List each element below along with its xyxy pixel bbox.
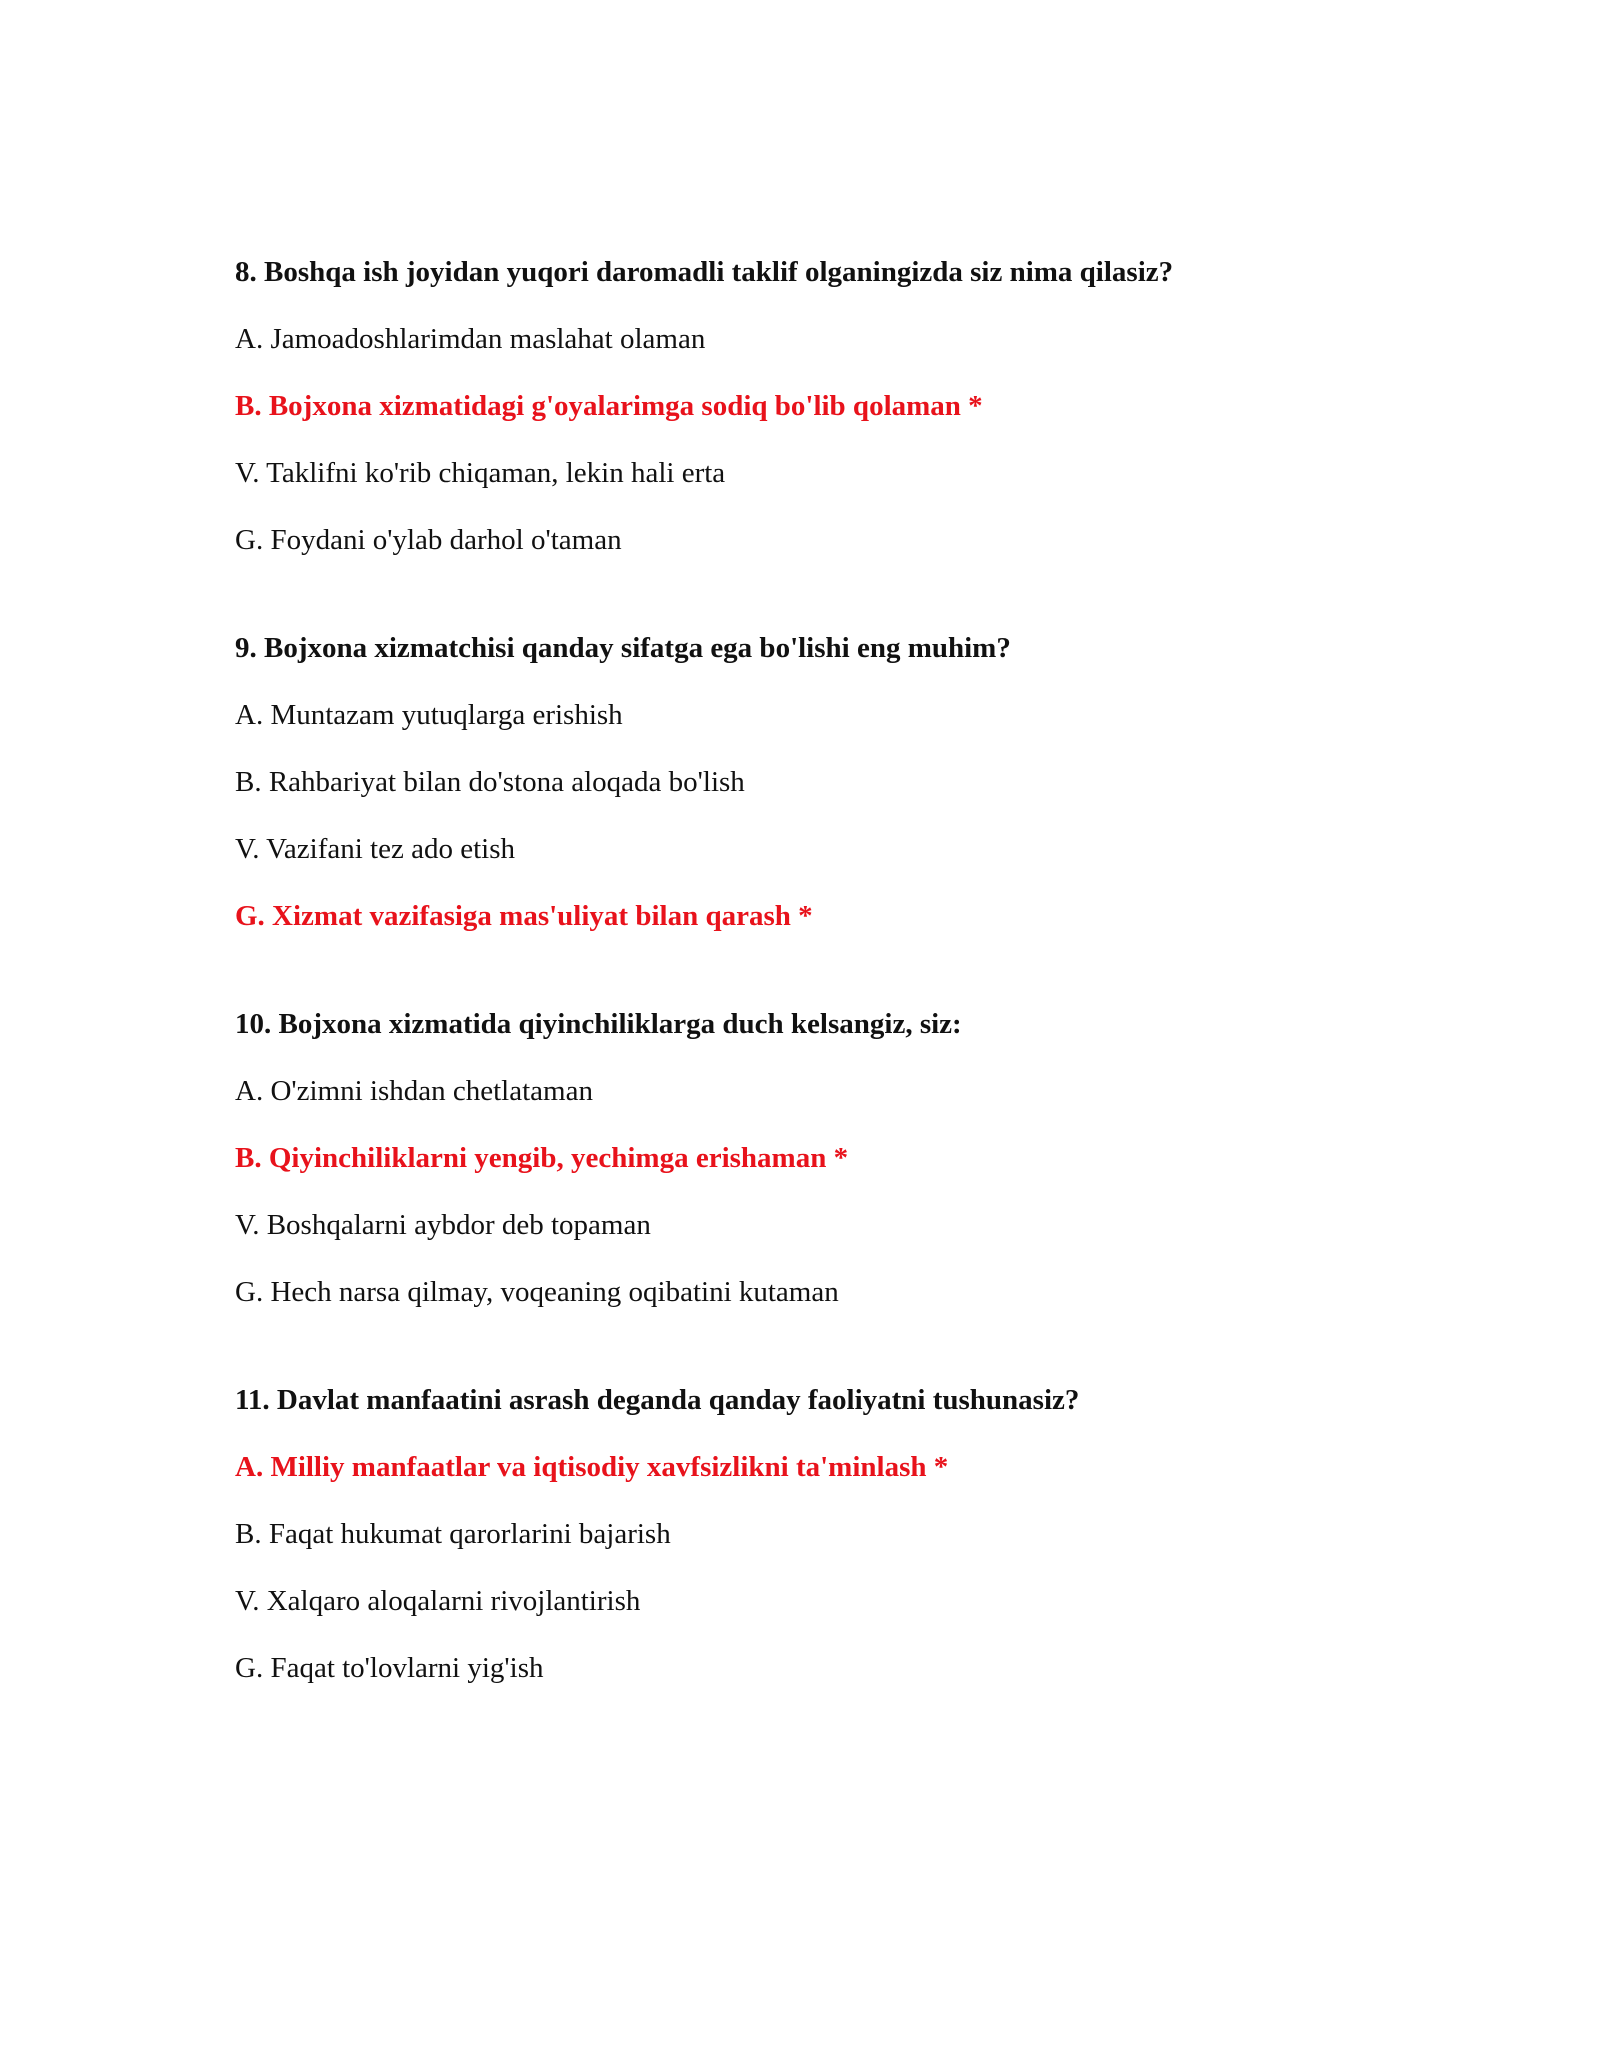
question-11 — [235, 1380, 1435, 1688]
answer-option-v: V. Boshqalarni aybdor deb topaman — [235, 1209, 651, 1241]
answer-option-v: V. Vazifani tez ado etish — [235, 833, 515, 865]
answer-option-b: B. Faqat hukumat qarorlarini bajarish — [235, 1518, 671, 1550]
answer-option-g-correct: G. Xizmat vazifasiga mas'uliyat bilan qarash * — [235, 900, 813, 932]
answer-options — [235, 1447, 1435, 1688]
question-title: 8. Boshqa ish joyidan yuqori daromadli taklif olganingizda siz nima qilasiz? — [235, 256, 1174, 288]
answer-option-a: A. O'zimni ishdan chetlataman — [235, 1075, 593, 1107]
answer-option-b-correct: B. Bojxona xizmatidagi g'oyalarimga sodiq bo'lib qolaman * — [235, 390, 983, 422]
question-8 — [235, 252, 1435, 560]
question-10 — [235, 1004, 1435, 1312]
answer-option-g: G. Faqat to'lovlarni yig'ish — [235, 1652, 544, 1684]
question-title: 9. Bojxona xizmatchisi qanday sifatga ega bo'lishi eng muhim? — [235, 632, 1011, 664]
answer-options — [235, 1071, 1435, 1312]
answer-option-b: B. Rahbariyat bilan do'stona aloqada bo'lish — [235, 766, 745, 798]
answer-option-v: V. Taklifni ko'rib chiqaman, lekin hali erta — [235, 457, 726, 489]
answer-option-a: A. Jamoadoshlarimdan maslahat olaman — [235, 323, 706, 355]
answer-option-g: G. Foydani o'ylab darhol o'taman — [235, 524, 622, 556]
answer-option-g: G. Hech narsa qilmay, voqeaning oqibatini kutaman — [235, 1276, 839, 1308]
answer-option-a-correct: A. Milliy manfaatlar va iqtisodiy xavfsizlikni ta'minlash * — [235, 1451, 949, 1483]
question-title: 11. Davlat manfaatini asrash deganda qanday faoliyatni tushunasiz? — [235, 1384, 1080, 1416]
answer-option-b-correct: B. Qiyinchiliklarni yengib, yechimga erishaman * — [235, 1142, 849, 1174]
answer-option-v: V. Xalqaro aloqalarni rivojlantirish — [235, 1585, 641, 1617]
question-list — [235, 252, 1435, 1756]
answer-option-a: A. Muntazam yutuqlarga erishish — [235, 699, 623, 731]
answer-options — [235, 695, 1435, 936]
answer-options — [235, 319, 1435, 560]
question-title: 10. Bojxona xizmatida qiyinchiliklarga duch kelsangiz, siz: — [235, 1008, 962, 1040]
question-9 — [235, 628, 1435, 936]
